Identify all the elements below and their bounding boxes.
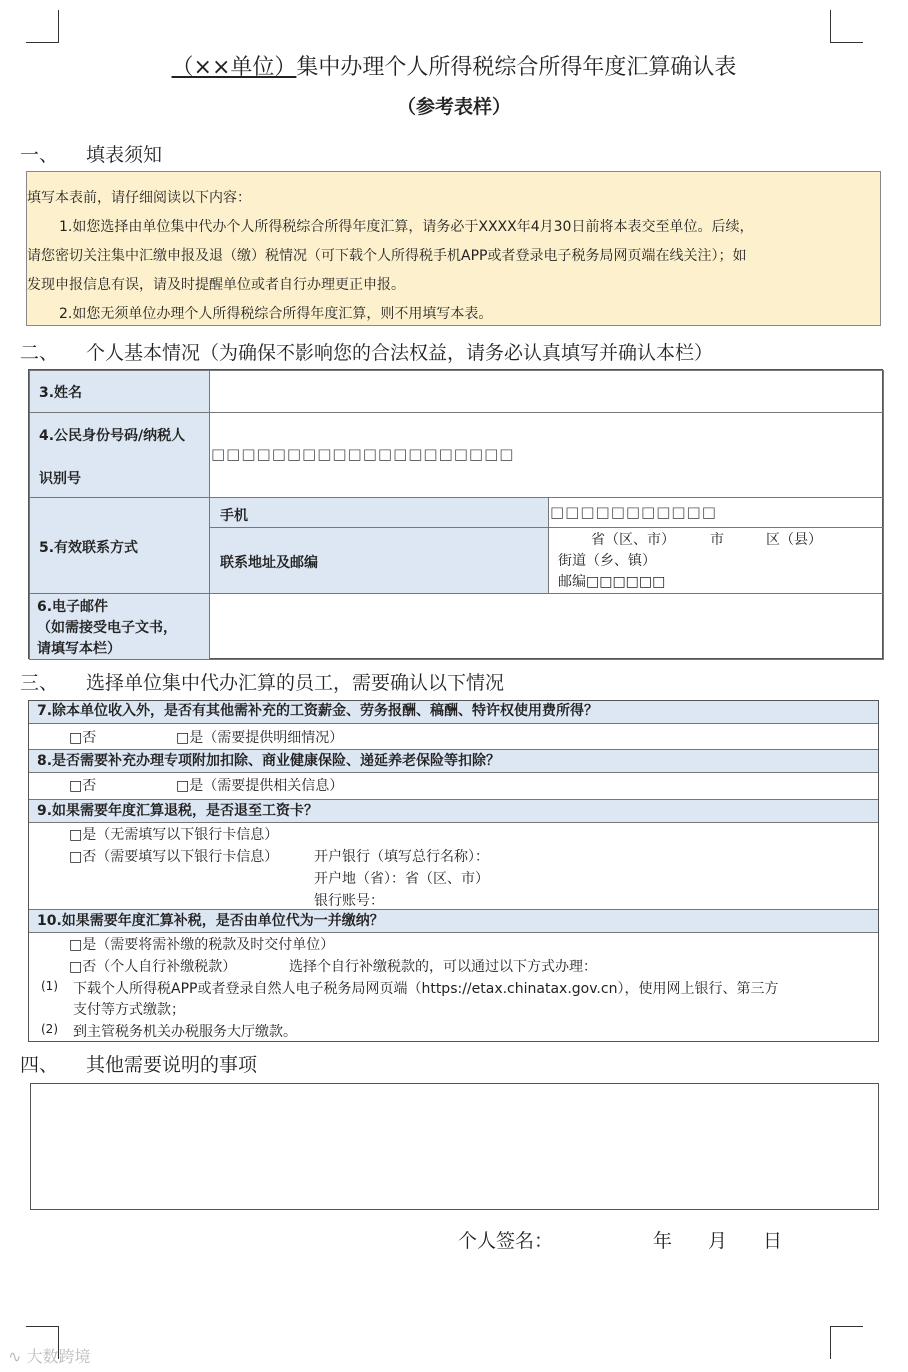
q10-choose-text: 选择个自行补缴税款的，可以通过以下方式办理： xyxy=(289,959,597,975)
q10-method-1-num: (1) xyxy=(41,979,58,993)
phone-label: 手机 xyxy=(220,508,248,524)
q10-method-2: 到主管税务机关办税服务大厅缴款。 xyxy=(73,1024,297,1040)
q8-no-option[interactable]: □否 xyxy=(69,778,97,794)
email-label-line3: 请填写本栏） xyxy=(37,641,121,657)
section-1-heading xyxy=(20,140,162,167)
crop-mark-top-right xyxy=(830,10,863,43)
address-label-cell xyxy=(209,527,549,594)
section-3-title: 选择单位集中代办汇算的员工，需要确认以下情况 xyxy=(86,672,505,694)
notice-intro: 填写本表前，请仔细阅读以下内容： xyxy=(27,190,251,206)
other-notes-field[interactable] xyxy=(30,1083,879,1210)
section-4-heading xyxy=(20,1050,257,1077)
email-label-cell xyxy=(29,593,210,660)
section-4-title: 其他需要说明的事项 xyxy=(86,1054,258,1076)
phone-boxes: □□□□□□□□□□□ xyxy=(550,503,717,521)
name-field[interactable] xyxy=(209,370,884,413)
q10-no-option[interactable]: □否（个人自行补缴税款） xyxy=(69,959,237,975)
question-9: 9.如果需要年度汇算退税，是否退至工资卡？ xyxy=(29,799,878,823)
notice-item-1c: 发现申报信息有误，请及时提醒单位或者自行办理更正申报。 xyxy=(27,277,405,293)
q9-place-label: 开户地（省）：省（区、市） xyxy=(314,871,489,887)
q10-yes-option[interactable]: □是（需要将需补缴的税款及时交付单位） xyxy=(69,937,335,953)
address-line-1: 省（区、市） 市 区（县） xyxy=(591,532,822,548)
id-number-boxes: □□□□□□□□□□□□□□□□□□□□ xyxy=(211,445,515,463)
question-7: 7.除本单位收入外，是否有其他需补充的工资薪金、劳务报酬、稿酬、特许权使用费所得？ xyxy=(29,701,878,724)
crop-mark-top-left xyxy=(26,10,59,43)
email-label-line1: 6.电子邮件 xyxy=(37,599,109,615)
id-label-cell xyxy=(29,412,210,498)
question-10: 10.如果需要年度汇算补税，是否由单位代为一并缴纳？ xyxy=(29,909,878,933)
signature-day: 日 xyxy=(763,1230,783,1252)
id-number-field[interactable] xyxy=(209,412,884,498)
q10-method-1-line1: 下载个人所得税APP或者登录自然人电子税务局网页端（https://etax.chinatax.gov.cn），使用网上银行、第三方 xyxy=(73,981,779,997)
phone-field[interactable] xyxy=(548,497,884,528)
notice-item-2: 2.如您无须单位办理个人所得税综合所得年度汇算，则不用填写本表。 xyxy=(59,306,493,322)
q9-bank-label: 开户银行（填写总行名称）： xyxy=(314,849,489,865)
q8-yes-option[interactable]: □是（需要提供相关信息） xyxy=(176,778,344,794)
notice-item-1a: 1.如您选择由单位集中代办个人所得税综合所得年度汇算，请务必于XXXX年4月30日前将本表交至单位。后续， xyxy=(59,219,754,235)
email-field[interactable] xyxy=(209,593,884,660)
name-label-cell xyxy=(29,370,210,413)
name-label: 3.姓名 xyxy=(39,385,83,401)
q10-method-1-line2: 支付等方式缴款； xyxy=(73,1002,185,1018)
page-subtitle: （参考表样） xyxy=(396,96,511,118)
notice-item-1b: 请您密切关注集中汇缴申报及退（缴）税情况（可下载个人所得税手机APP或者登录电子税务局网页端在线关注）；如 xyxy=(27,248,747,264)
contact-label: 5.有效联系方式 xyxy=(39,540,139,556)
section-3-number: 三、 xyxy=(20,672,59,694)
confirmation-table xyxy=(28,700,879,1042)
q7-no-option[interactable]: □否 xyxy=(69,730,97,746)
id-label-line1: 4.公民身份号码/纳税人 xyxy=(39,428,186,444)
q9-no-option[interactable]: □否（需要填写以下银行卡信息） xyxy=(69,849,279,865)
q9-yes-option[interactable]: □是（无需填写以下银行卡信息） xyxy=(69,827,279,843)
signature-month: 月 xyxy=(708,1230,728,1252)
watermark-text: 大数跨境 xyxy=(26,1347,91,1366)
title-text: 集中办理个人所得税综合所得年度汇算确认表 xyxy=(296,55,737,80)
address-field[interactable] xyxy=(548,527,884,594)
section-2-title: 个人基本情况（为确保不影响您的合法权益，请务必认真填写并确认本栏） xyxy=(86,342,714,364)
signature-label: 个人签名： xyxy=(458,1230,554,1252)
address-line-2: 街道（乡、镇） xyxy=(558,553,656,569)
q10-method-2-num: (2) xyxy=(41,1022,58,1036)
watermark-logo-icon: ∿ xyxy=(8,1347,22,1366)
title-unit: （××单位） xyxy=(171,55,297,80)
address-label: 联系地址及邮编 xyxy=(220,555,318,571)
phone-label-cell xyxy=(209,497,549,528)
section-3-heading xyxy=(20,668,504,695)
address-line-3: 邮编□□□□□□ xyxy=(558,574,666,590)
section-2-heading xyxy=(20,338,713,365)
q9-account-label: 银行账号： xyxy=(314,893,384,909)
id-label-line2: 识别号 xyxy=(39,471,81,487)
email-label-line2: （如需接受电子文书， xyxy=(37,620,177,636)
section-2-number: 二、 xyxy=(20,342,59,364)
crop-mark-bottom-right xyxy=(830,1326,863,1359)
section-1-number: 一、 xyxy=(20,144,59,166)
page-title xyxy=(0,50,908,81)
section-4-number: 四、 xyxy=(20,1054,59,1076)
contact-label-cell xyxy=(29,497,210,594)
q7-yes-option[interactable]: □是（需要提供明细情况） xyxy=(176,730,344,746)
question-8: 8.是否需要补充办理专项附加扣除、商业健康保险、递延养老保险等扣除？ xyxy=(29,749,878,773)
basic-info-table xyxy=(28,369,883,659)
signature-year: 年 xyxy=(653,1230,673,1252)
watermark xyxy=(8,1344,91,1367)
notice-box xyxy=(26,171,881,326)
section-1-title: 填表须知 xyxy=(86,144,163,166)
